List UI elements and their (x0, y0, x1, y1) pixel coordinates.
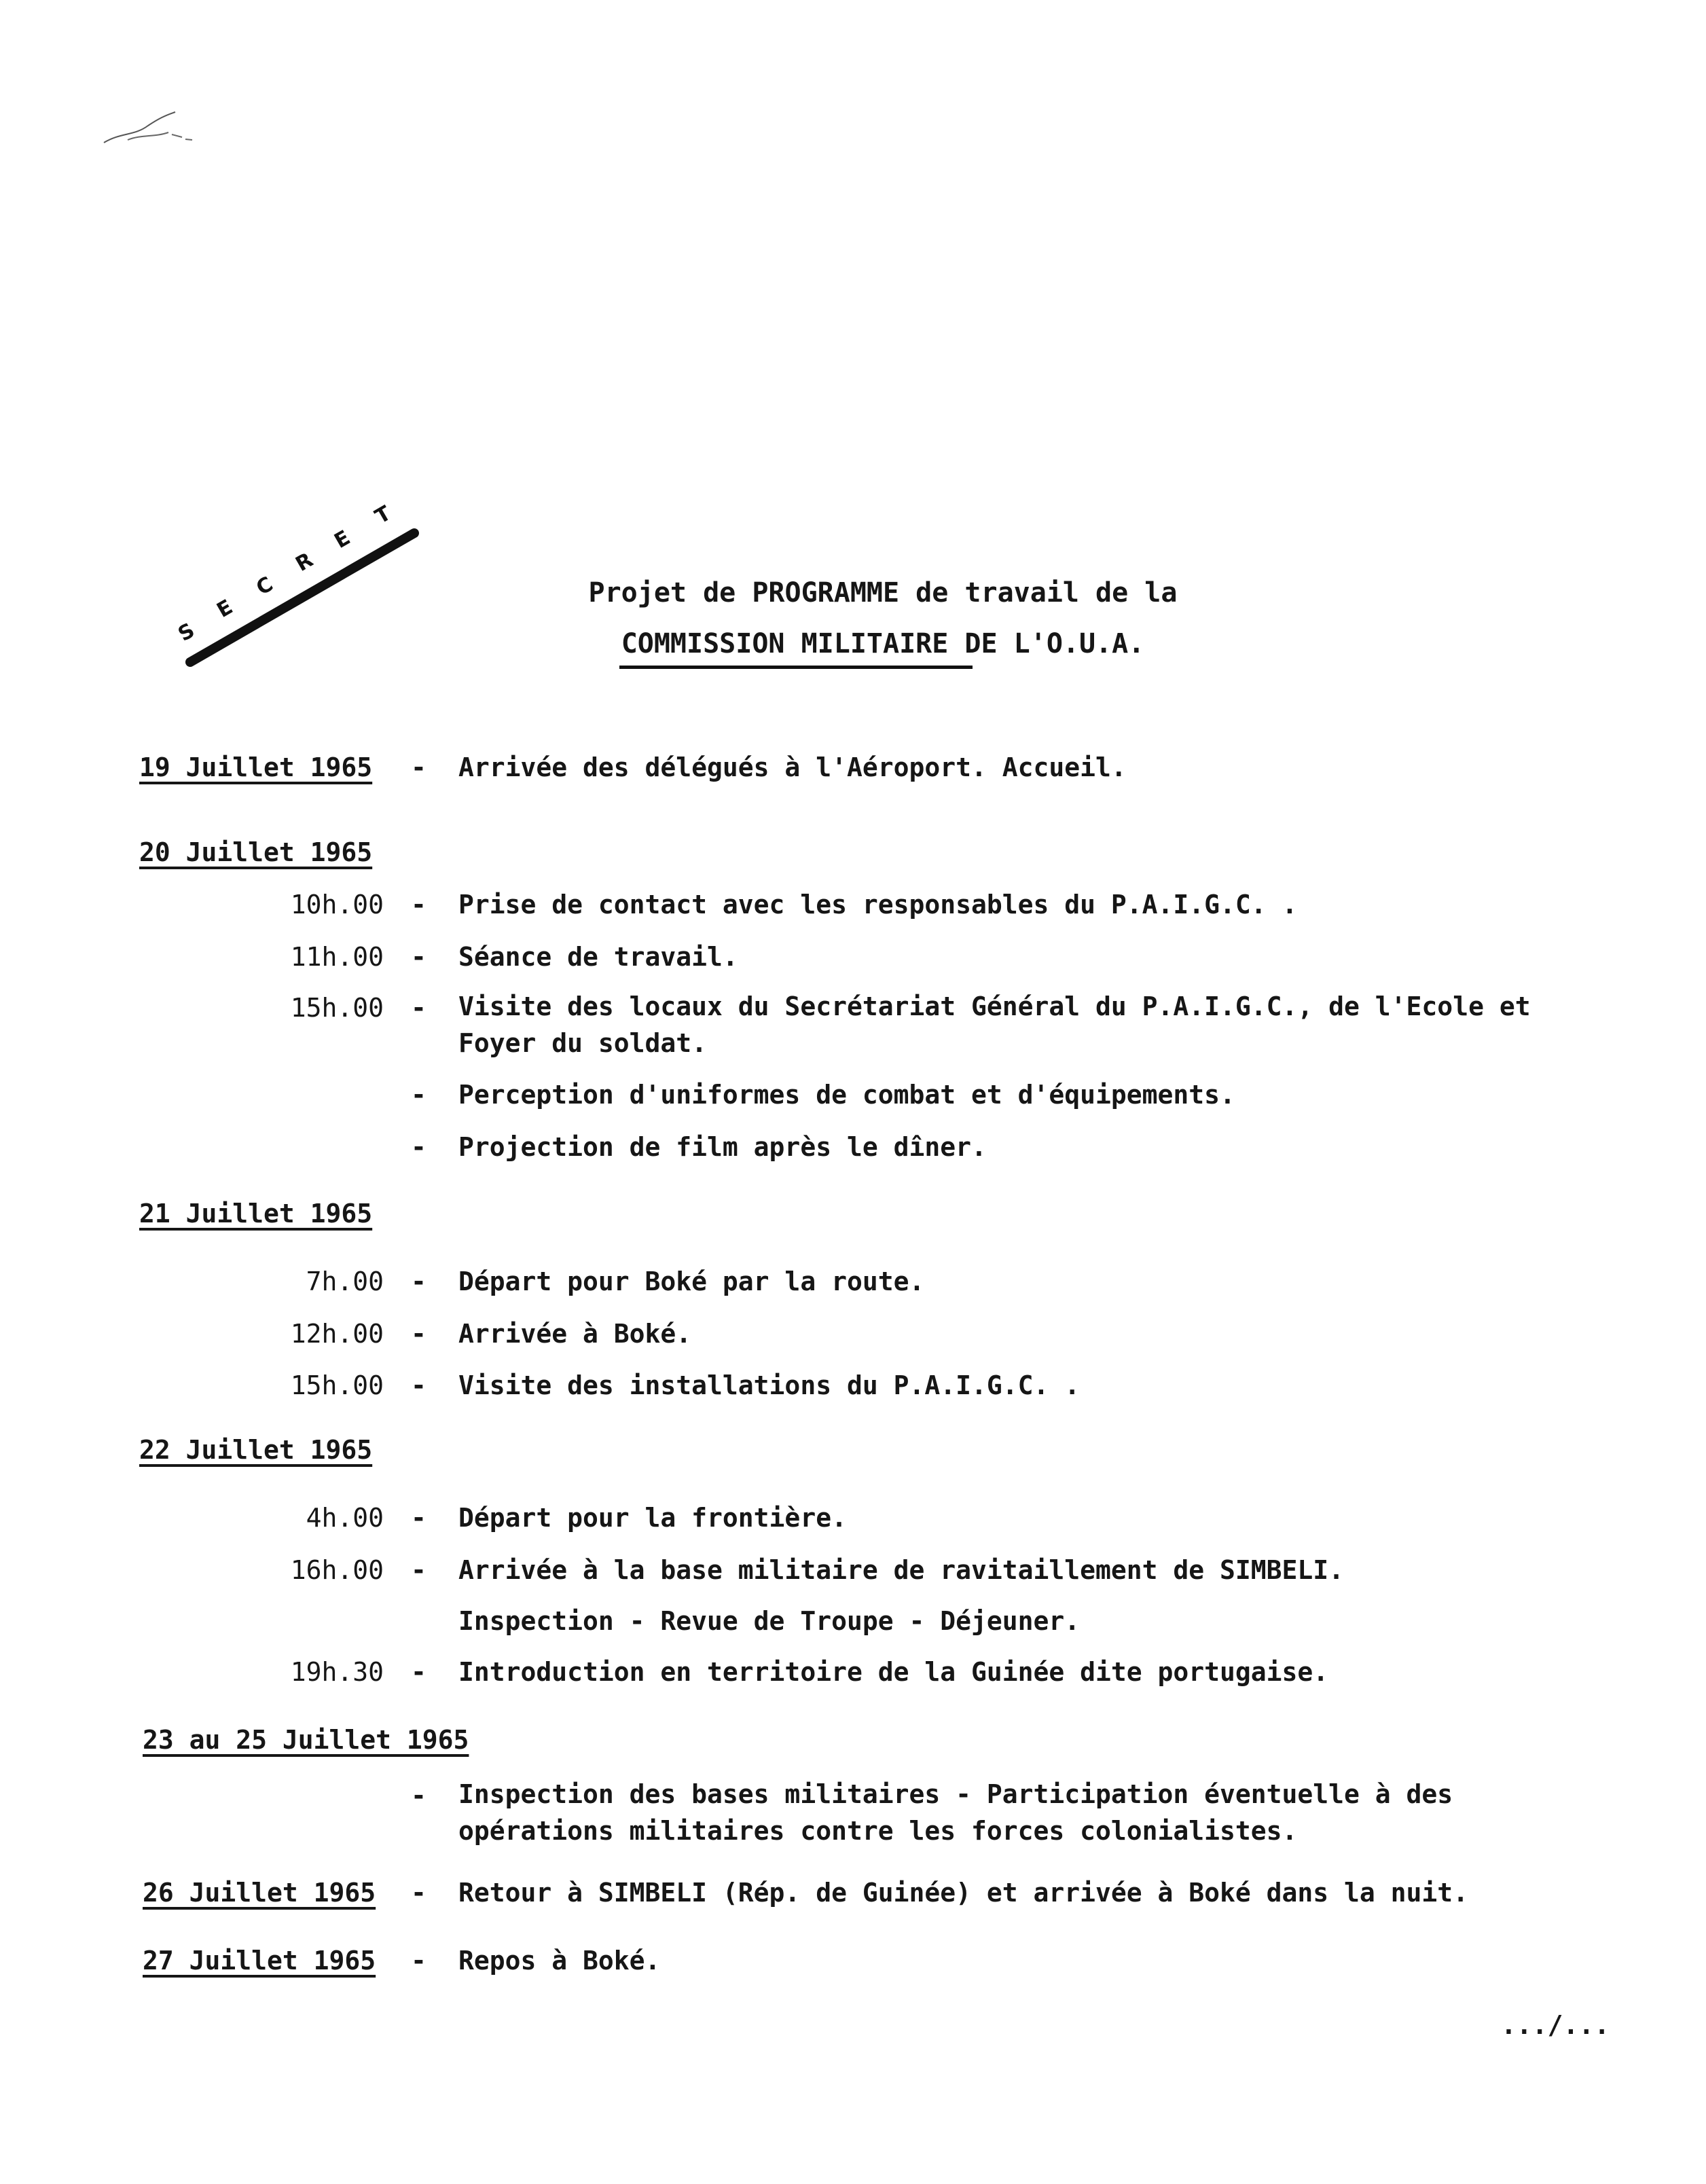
entry-text: Inspection - Revue de Troupe - Déjeuner. (458, 1606, 1081, 1636)
entry-text: Séance de travail. (458, 942, 738, 972)
handwritten-mark (101, 95, 202, 156)
entry-time: 12h.00 (290, 1319, 384, 1349)
title-line-2: COMMISSION MILITAIRE DE L'O.U.A. (621, 628, 1145, 659)
title-underline (619, 666, 973, 669)
stamp-letter: E (213, 595, 237, 623)
entry-text: Repos à Boké. (458, 1946, 661, 1976)
entry-text: Visite des installations du P.A.I.G.C. . (458, 1370, 1081, 1400)
entry-time: 7h.00 (306, 1267, 384, 1296)
entry-time: 16h.00 (290, 1555, 384, 1585)
title-line-1: Projet de PROGRAMME de travail de la (588, 577, 1178, 608)
entry-text: Perception d'uniformes de combat et d'équipements. (458, 1080, 1235, 1110)
dash: - (411, 752, 426, 782)
continuation-marker: .../... (1501, 2010, 1610, 2040)
dash: - (411, 1878, 426, 1908)
entry-time: 15h.00 (290, 993, 384, 1023)
stamp-letter: S (174, 618, 199, 647)
dash: - (411, 1781, 426, 1810)
entry-text: Retour à SIMBELI (Rép. de Guinée) et arrivée à Boké dans la nuit. (458, 1878, 1469, 1908)
entry-text: Départ pour Boké par la route. (458, 1267, 925, 1296)
entry-date: 21 Juillet 1965 (139, 1199, 373, 1228)
dash: - (411, 1503, 426, 1533)
entry-text: Visite des locaux du Secrétariat Général du P.A.I.G.C., de l'Ecole et Foyer du soldat. (458, 991, 1531, 1058)
entry-text: Prise de contact avec les responsables du P.A.I.G.C. . (458, 890, 1298, 920)
entry-text: Projection de film après le dîner. (458, 1132, 987, 1162)
dash: - (411, 1080, 426, 1110)
dash: - (411, 993, 426, 1023)
dash: - (411, 890, 426, 920)
entry-date: 26 Juillet 1965 (143, 1878, 376, 1908)
entry-date: 23 au 25 Juillet 1965 (143, 1725, 469, 1755)
dash: - (411, 1555, 426, 1585)
dash: - (411, 1267, 426, 1296)
stamp-letter: R (291, 548, 318, 577)
dash: - (411, 1319, 426, 1349)
entry-date: 27 Juillet 1965 (143, 1946, 376, 1976)
dash: - (411, 942, 426, 972)
entry-text: Introduction en territoire de la Guinée dite portugaise. (458, 1657, 1329, 1687)
entry-time: 10h.00 (290, 890, 384, 920)
entry-text: Arrivée à Boké. (458, 1319, 692, 1349)
dash: - (411, 1946, 426, 1976)
entry-text: Arrivée à la base militaire de ravitaillement de SIMBELI. (458, 1555, 1345, 1585)
dash: - (411, 1132, 426, 1162)
entry-date: 20 Juillet 1965 (139, 837, 373, 867)
entry-time: 4h.00 (306, 1503, 384, 1533)
entry-time: 15h.00 (290, 1370, 384, 1400)
entry-time: 19h.30 (290, 1657, 384, 1687)
entry-text: Arrivée des délégués à l'Aéroport. Accueil. (458, 752, 1127, 782)
entry-date: 22 Juillet 1965 (139, 1435, 373, 1465)
stamp-letter: C (252, 572, 278, 600)
stamp-letter: T (371, 501, 395, 529)
dash: - (411, 1370, 426, 1400)
entry-time: 11h.00 (290, 942, 384, 972)
dash: - (411, 1657, 426, 1687)
entry-text: Départ pour la frontière. (458, 1503, 847, 1533)
entry-date: 19 Juillet 1965 (139, 752, 373, 782)
entry-text: Inspection des bases militaires - Participation éventuelle à des opérations militaires contre les forces colonialistes. (458, 1779, 1453, 1846)
stamp-letter: E (330, 526, 355, 553)
secret-stamp (173, 489, 431, 672)
